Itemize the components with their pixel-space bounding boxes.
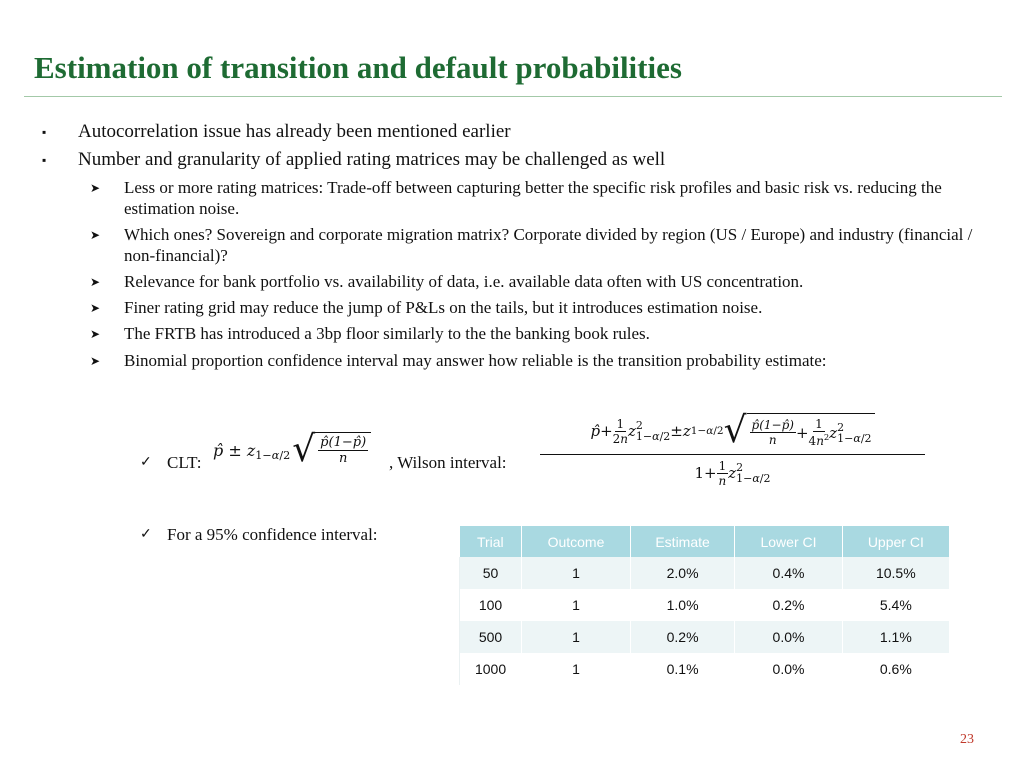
column-header: Estimate [630,526,734,557]
title-divider [24,96,1002,97]
table-cell: 1 [522,621,631,653]
sub-bullet-item [90,297,990,318]
table-row [460,653,950,685]
wilson-formula: p̂ + $\frac{1}{2n}$ z 2 1−α/2 ± z 1−α/2 √ $\frac{p̂(1-p̂)}{n}$ + $\frac{1}{4n^2}$ z 2 1−α/2 1+ $\frac{1}{n}$ z 2 1−α/2 [540,408,925,491]
arrow-bullet-icon: ➤ [90,301,101,315]
bullet-item [42,121,988,143]
arrow-bullet-icon: ➤ [90,181,101,195]
sub-bullet-text: Less or more rating matrices: Trade-off between capturing better the specific risk profiles and basic risk vs. reducing the estimation noise. [124,178,942,218]
sub-bullet-item [90,350,990,371]
table-cell: 10.5% [842,557,949,589]
bullet-item [42,149,988,171]
table-row [460,589,950,621]
sub-bullet-text: Binomial proportion confidence interval may answer how reliable is the transition probability estimate: [124,351,827,370]
sub-bullet-item [90,177,990,219]
column-header: Lower CI [735,526,842,557]
table-cell: 0.2% [735,589,842,621]
table-cell: 100 [460,589,522,621]
arrow-bullet-icon: ➤ [90,228,101,242]
confidence-interval-table [459,526,950,685]
sub-bullet-text: The FRTB has introduced a 3bp floor similarly to the the banking book rules. [124,324,650,343]
table-cell: 1.1% [842,621,949,653]
table-cell: 500 [460,621,522,653]
sub-bullet-item [90,323,990,344]
table-cell: 50 [460,557,522,589]
table-cell: 1 [522,589,631,621]
table-cell: 0.0% [735,653,842,685]
table-cell: 0.1% [630,653,734,685]
checkmark-icon: ✓ [140,527,152,542]
check-item-formulas [140,452,202,473]
table-cell: 2.0% [630,557,734,589]
table-header-row [460,526,950,557]
square-bullet-icon: ▪ [42,125,47,139]
table-row [460,557,950,589]
bullet-text: Number and granularity of applied rating matrices may be challenged as well [78,149,666,170]
square-bullet-icon: ▪ [42,153,47,167]
sub-bullet-text: Relevance for bank portfolio vs. availability of data, i.e. available data often with US concentration. [124,272,804,291]
slide-title: Estimation of transition and default probabilities [34,50,682,85]
arrow-bullet-icon: ➤ [90,327,101,341]
table-cell: 0.0% [735,621,842,653]
column-header: Upper CI [842,526,949,557]
sub-bullet-text: Which ones? Sovereign and corporate migration matrix? Corporate divided by region (US / Europe) and industry (financial / non-financial)? [124,225,973,265]
table-cell: 1000 [460,653,522,685]
table-cell: 0.4% [735,557,842,589]
check-item-confidence [140,524,378,545]
page-number: 23 [960,732,974,747]
column-header: Trial [460,526,522,557]
table-cell: 1 [522,557,631,589]
table-cell: 0.6% [842,653,949,685]
clt-formula: p̂ ± z $_{1-\alpha /2}$ √ $\frac{p̂(1-p̂)}{n}$ [213,432,371,468]
arrow-bullet-icon: ➤ [90,354,101,368]
table-cell: 1 [522,653,631,685]
column-header: Outcome [522,526,631,557]
confidence-label: For a 95% confidence interval: [167,525,378,544]
bullet-text: Autocorrelation issue has already been mentioned earlier [78,121,511,142]
checkmark-icon: ✓ [140,455,152,470]
sub-bullet-item [90,224,990,266]
table-cell: 5.4% [842,589,949,621]
sub-bullet-text: Finer rating grid may reduce the jump of P&Ls on the tails, but it introduces estimation noise. [124,298,763,317]
table-cell: 0.2% [630,621,734,653]
arrow-bullet-icon: ➤ [90,275,101,289]
table-cell: 1.0% [630,589,734,621]
sub-bullet-item [90,271,990,292]
table-row [460,621,950,653]
wilson-label: , Wilson interval: [389,453,507,472]
clt-label: CLT: [167,453,202,472]
